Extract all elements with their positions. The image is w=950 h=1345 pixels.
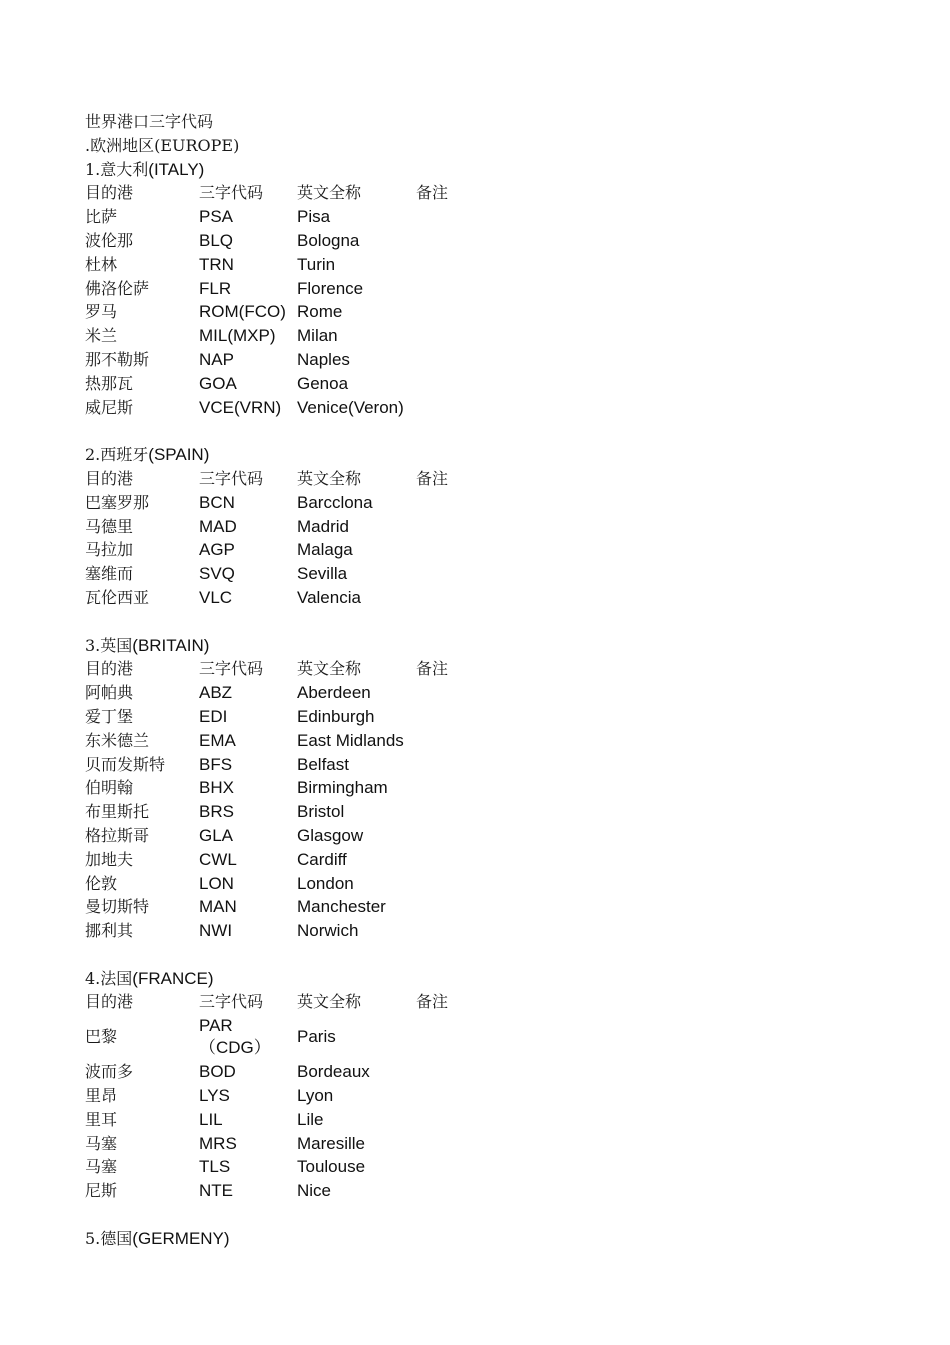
port-code: BLQ [199,230,234,250]
table-row [85,848,885,872]
port-name-en: Lile [297,1109,324,1129]
header-remarks: 备注 [416,992,449,1012]
port-name-en: Sevilla [297,564,348,584]
port-code [199,1015,297,1059]
table-header-row [85,657,885,681]
port-name-en: Malaga [297,540,353,560]
table-row [85,729,885,753]
port-name-cn: 马塞 [85,1157,118,1177]
table-row [85,491,885,515]
table-row [85,1108,885,1132]
table-row [85,776,885,800]
header-english-name: 英文全称 [297,183,362,203]
port-name-en: Rome [297,302,343,322]
table-row [85,515,885,539]
table-row [85,1132,885,1156]
table-row [85,1155,885,1179]
port-name-en: Venice(Veron) [297,397,404,417]
port-name-en: London [297,873,354,893]
table-row [85,229,885,253]
header-english-name: 英文全称 [297,992,362,1012]
country-heading-cn: 5.德国 [85,1228,133,1248]
port-name-en: Cardiff [297,849,347,869]
port-code: BRS [199,802,234,822]
port-code-secondary: （CDG） [199,1038,271,1058]
section-spacer [85,419,885,443]
port-name-en: Valencia [297,587,361,607]
table-row [85,205,885,229]
table-row [85,919,885,943]
port-name-en: Nice [297,1181,332,1201]
country-heading [85,1227,885,1251]
country-heading-cn: 3.英国 [85,635,133,655]
table-row [85,753,885,777]
region-heading [85,134,885,158]
port-name-cn: 佛洛伦萨 [85,278,150,298]
country-heading-cn: 1.意大利 [85,159,149,179]
table-row [85,396,885,420]
table-row [85,872,885,896]
table-row [85,681,885,705]
port-code: LIL [199,1109,223,1129]
document-page [85,110,885,1251]
country-section [85,1203,885,1251]
port-name-cn: 波伦那 [85,230,134,250]
port-code: BFS [199,754,233,774]
table-row [85,1014,885,1060]
port-name-cn: 米兰 [85,326,118,346]
port-name-cn: 热那瓦 [85,373,134,393]
header-code: 三字代码 [199,992,264,1012]
port-name-en: Pisa [297,207,331,227]
section-spacer [85,610,885,634]
port-name-cn: 那不勒斯 [85,349,150,369]
port-name-cn: 东米德兰 [85,730,150,750]
port-code: PSA [199,207,234,227]
port-name-cn: 伦敦 [85,873,118,893]
port-code: BCN [199,492,235,512]
port-name-cn: 瓦伦西亚 [85,587,150,607]
country-heading-cn: 2.西班牙 [85,445,149,465]
header-destination: 目的港 [85,183,134,203]
port-name-cn: 巴黎 [85,1027,118,1047]
port-code: TLS [199,1157,231,1177]
port-name-en: Turin [297,254,336,274]
country-heading-en: (SPAIN) [148,445,210,465]
port-name-en: Bristol [297,802,345,822]
port-name-cn: 贝而发斯特 [85,754,166,774]
port-name-cn: 里昂 [85,1086,118,1106]
port-code: CWL [199,849,237,869]
table-row [85,1179,885,1203]
port-name-en: Birmingham [297,778,388,798]
section-spacer [85,1203,885,1227]
port-code: BHX [199,778,234,798]
port-code: MIL(MXP) [199,326,276,346]
port-code: EMA [199,730,236,750]
port-name-cn: 伯明翰 [85,778,134,798]
header-remarks: 备注 [416,183,449,203]
port-code: ABZ [199,683,233,703]
header-english-name: 英文全称 [297,659,362,679]
section-spacer [85,943,885,967]
port-code: MAN [199,897,237,917]
port-name-cn: 马拉加 [85,540,134,560]
port-code: LYS [199,1086,230,1106]
port-name-cn: 尼斯 [85,1181,118,1201]
country-heading-en: (BRITAIN) [132,635,210,655]
header-remarks: 备注 [416,659,449,679]
port-name-cn: 塞维而 [85,564,134,584]
port-name-cn: 挪利其 [85,921,134,941]
port-code: SVQ [199,564,235,584]
country-heading [85,967,885,991]
port-name-cn: 格拉斯哥 [85,825,150,845]
port-name-en: East Midlands [297,730,404,750]
port-code: GLA [199,825,234,845]
port-code: LON [199,873,234,893]
header-destination: 目的港 [85,468,134,488]
country-section [85,610,885,943]
port-name-en: Aberdeen [297,683,371,703]
table-row [85,253,885,277]
country-heading-cn: 4.法国 [85,968,133,988]
table-row [85,1084,885,1108]
port-name-cn: 波而多 [85,1062,134,1082]
country-heading [85,158,885,182]
port-name-en: Madrid [297,516,349,536]
port-name-cn: 比萨 [85,207,118,227]
document-title: 世界港口三字代码 [85,112,214,131]
port-name-cn: 阿帕典 [85,683,134,703]
port-name-cn: 马德里 [85,516,134,536]
table-row [85,895,885,919]
port-code: VLC [199,587,233,607]
port-name-en: Genoa [297,373,349,393]
header-remarks: 备注 [416,468,449,488]
table-row [85,348,885,372]
port-name-en: Naples [297,349,350,369]
port-name-cn: 杜林 [85,254,118,274]
port-name-en: Glasgow [297,825,364,845]
sections-container [85,158,885,1251]
port-name-en: Norwich [297,921,359,941]
port-name-en: Paris [297,1027,336,1047]
port-name-en: Manchester [297,897,386,917]
port-code: TRN [199,254,234,274]
port-name-en: Lyon [297,1086,334,1106]
table-row [85,324,885,348]
port-name-en: Toulouse [297,1157,366,1177]
table-row [85,538,885,562]
port-name-cn: 罗马 [85,302,118,322]
header-code: 三字代码 [199,183,264,203]
region-heading-text: .欧洲地区(EUROPE) [85,135,240,155]
port-name-cn: 巴塞罗那 [85,492,150,512]
port-code: NTE [199,1181,233,1201]
table-header-row [85,467,885,491]
port-code: GOA [199,373,237,393]
port-name-cn: 威尼斯 [85,397,134,417]
table-row [85,1060,885,1084]
port-code: VCE(VRN) [199,397,282,417]
port-name-en: Milan [297,326,338,346]
port-name-cn: 曼切斯特 [85,897,150,917]
table-row [85,277,885,301]
table-row [85,824,885,848]
country-heading-en: (ITALY) [148,159,205,179]
port-code: FLR [199,278,232,298]
port-name-cn: 加地夫 [85,849,134,869]
country-section [85,943,885,1203]
country-heading [85,634,885,658]
country-section [85,158,885,420]
country-heading-en: (GERMENY) [132,1228,230,1248]
table-row [85,705,885,729]
table-header-row [85,990,885,1014]
port-name-cn: 马塞 [85,1133,118,1153]
port-name-en: Belfast [297,754,349,774]
port-code: AGP [199,540,235,560]
port-name-cn: 爱丁堡 [85,706,134,726]
table-header-row [85,181,885,205]
port-name-en: Maresille [297,1133,366,1153]
port-code: BOD [199,1062,236,1082]
port-code: EDI [199,706,228,726]
header-destination: 目的港 [85,992,134,1012]
port-code: NAP [199,349,234,369]
header-english-name: 英文全称 [297,468,362,488]
port-name-en: Barcclona [297,492,373,512]
port-code-primary: PAR [199,1016,233,1036]
table-row [85,586,885,610]
header-destination: 目的港 [85,659,134,679]
port-code: MAD [199,516,237,536]
country-heading [85,443,885,467]
country-section [85,419,885,609]
port-name-en: Florence [297,278,364,298]
port-name-en: Bordeaux [297,1062,370,1082]
port-code: ROM(FCO) [199,302,286,322]
port-name-cn: 里耳 [85,1109,118,1129]
table-row [85,800,885,824]
port-name-en: Edinburgh [297,706,375,726]
country-heading-en: (FRANCE) [132,968,214,988]
port-code: NWI [199,921,233,941]
table-row [85,372,885,396]
header-code: 三字代码 [199,468,264,488]
port-code: MRS [199,1133,237,1153]
table-row [85,562,885,586]
port-name-en: Bologna [297,230,360,250]
table-row [85,300,885,324]
port-name-cn: 布里斯托 [85,802,150,822]
header-code: 三字代码 [199,659,264,679]
